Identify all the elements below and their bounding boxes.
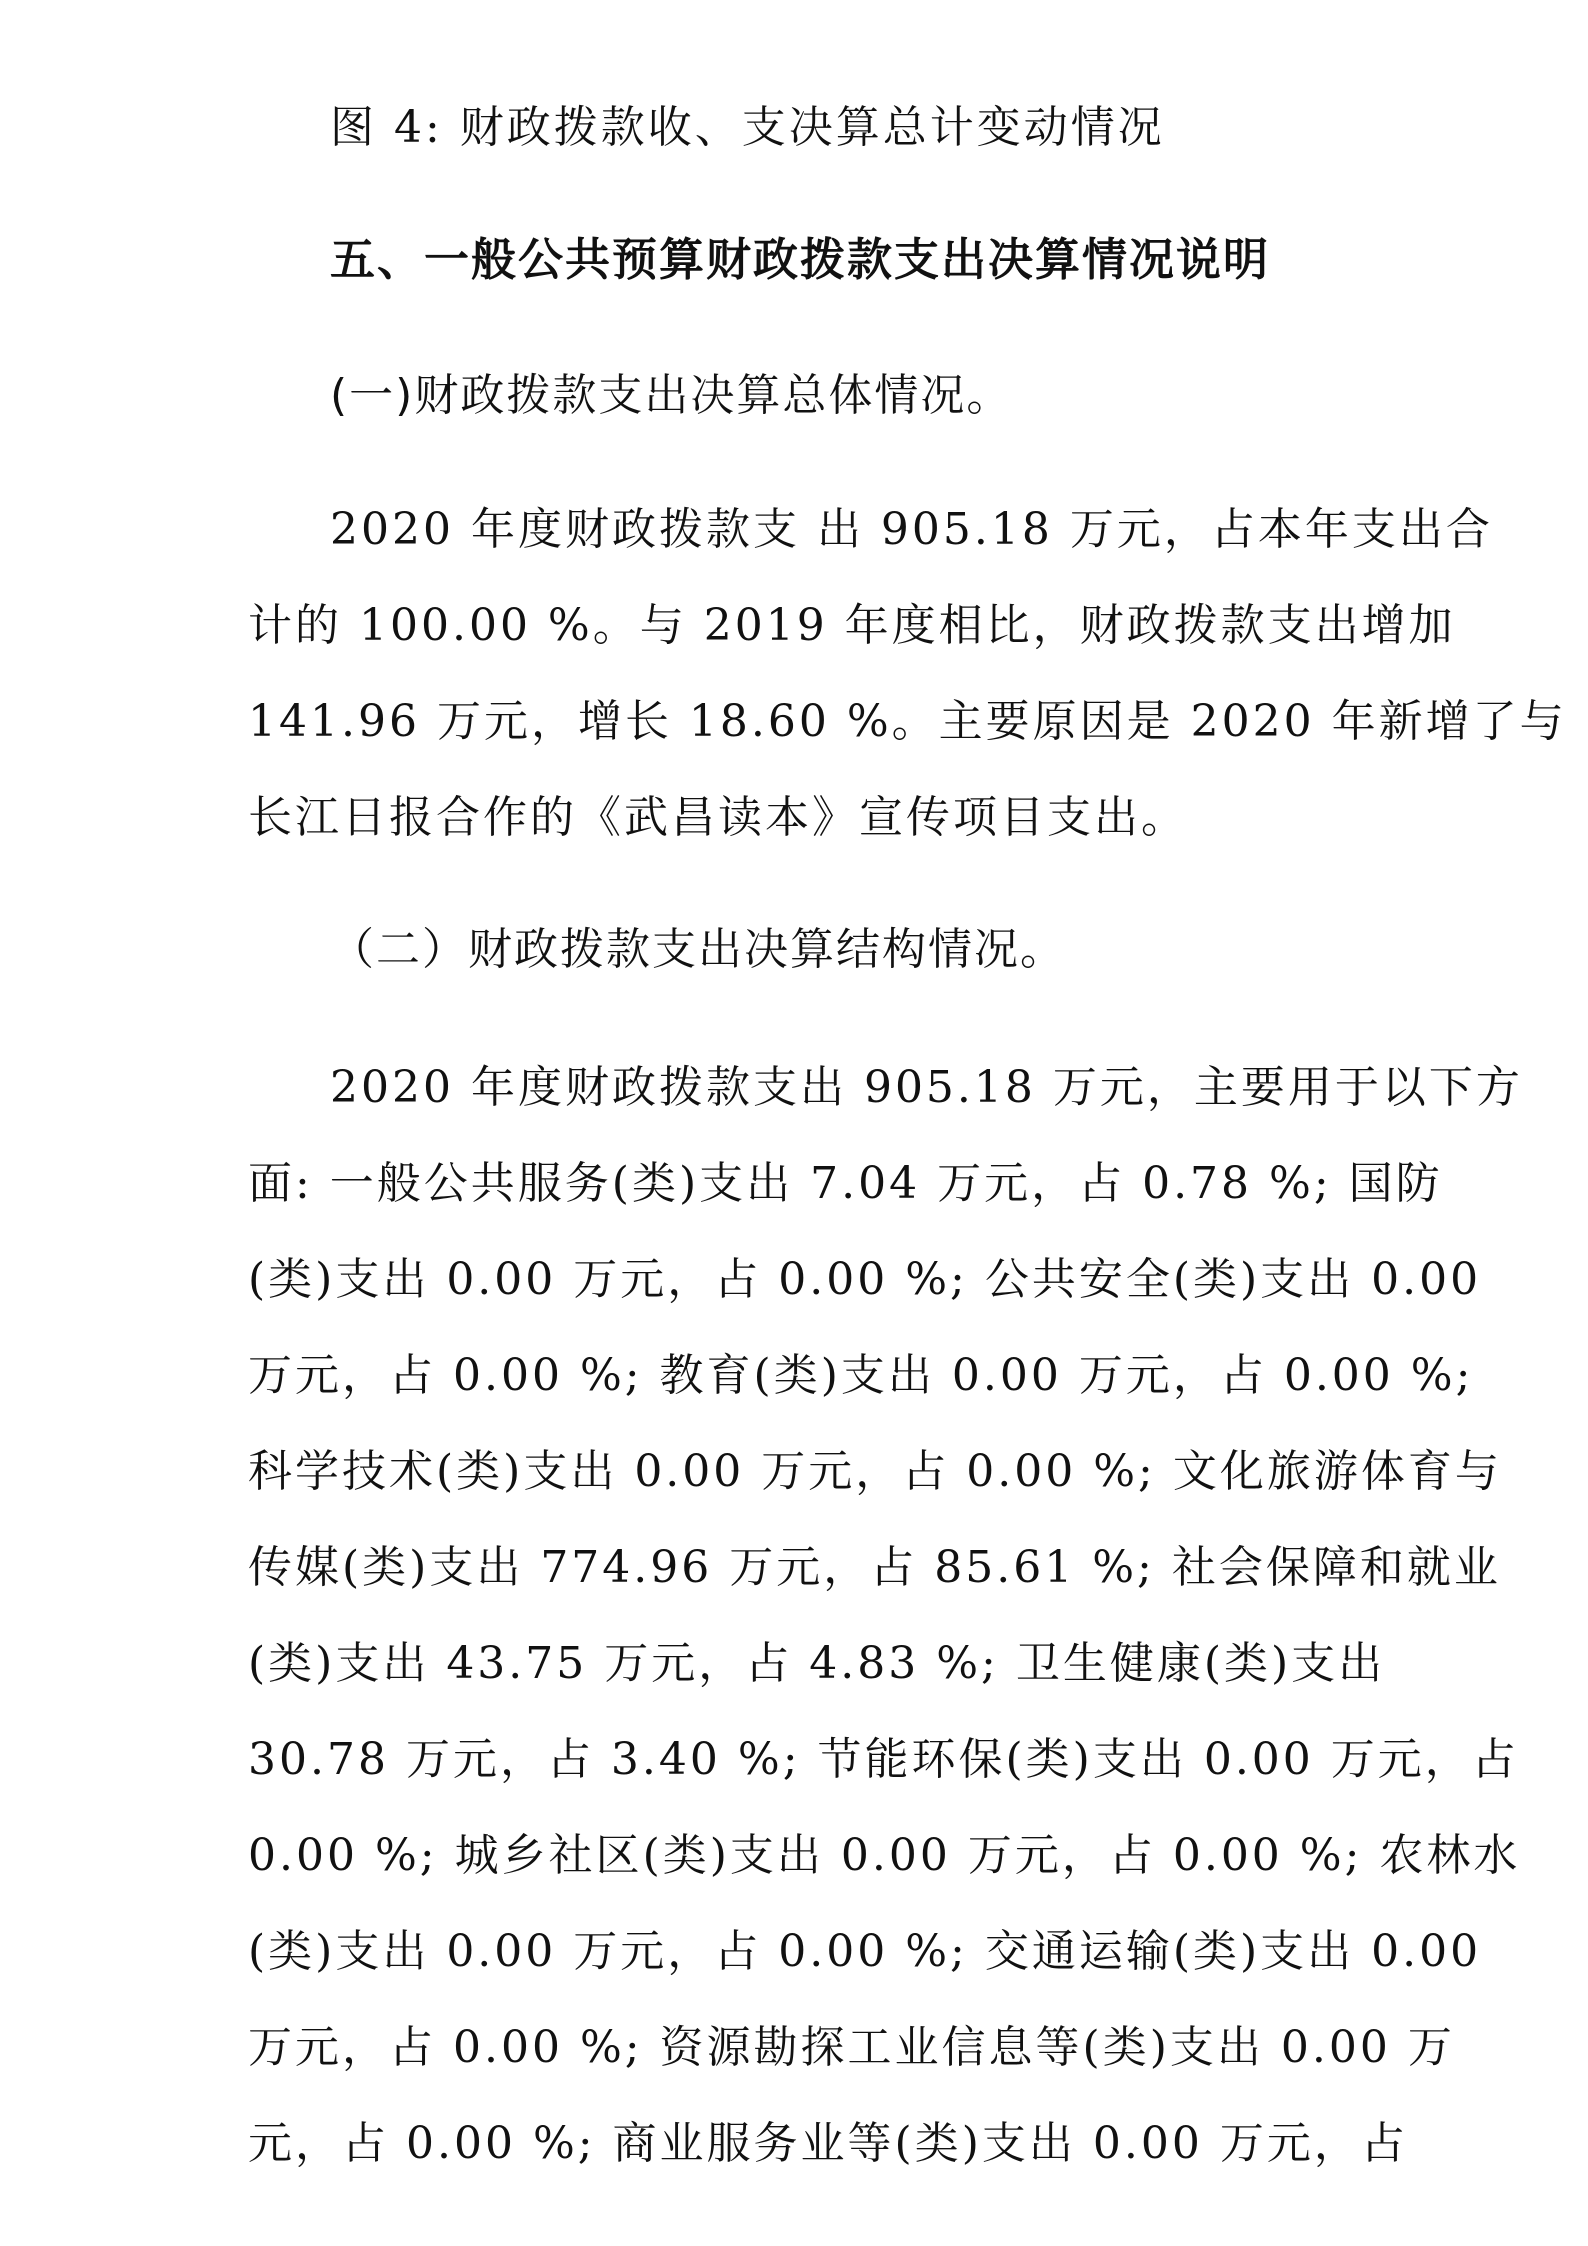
paragraph-1-line-1: 2020 年度财政拨款支 出 905.18 万元，占本年支出合: [330, 504, 1493, 555]
figure-caption: 图 4: 财政拨款收、支决算总计变动情况: [330, 102, 1165, 153]
paragraph-2-line-10: (类)支出 0.00 万元，占 0.00 %; 交通运输(类)支出 0.00: [248, 1926, 1482, 1977]
paragraph-2-line-7: (类)支出 43.75 万元，占 4.83 %; 卫生健康(类)支出: [248, 1638, 1386, 1689]
paragraph-2-line-1: 2020 年度财政拨款支出 905.18 万元，主要用于以下方: [330, 1062, 1523, 1113]
paragraph-1-line-4: 长江日报合作的《武昌读本》宣传项目支出。: [248, 792, 1188, 843]
paragraph-2-line-11: 万元，占 0.00 %; 资源勘探工业信息等(类)支出 0.00 万: [248, 2022, 1455, 2073]
paragraph-2-line-9: 0.00 %; 城乡社区(类)支出 0.00 万元，占 0.00 %; 农林水: [248, 1830, 1521, 1881]
subsection-1-heading: (一)财政拨款支出决算总体情况。: [330, 370, 1013, 421]
paragraph-2-line-5: 科学技术(类)支出 0.00 万元，占 0.00 %; 文化旅游体育与: [248, 1446, 1502, 1497]
subsection-2-heading: （二）财政拨款支出决算结构情况。: [330, 924, 1066, 975]
paragraph-2-line-8: 30.78 万元，占 3.40 %; 节能环保(类)支出 0.00 万元，占: [248, 1734, 1519, 1785]
paragraph-2-line-4: 万元，占 0.00 %; 教育(类)支出 0.00 万元，占 0.00 %;: [248, 1350, 1474, 1401]
paragraph-1-line-2: 计的 100.00 %。与 2019 年度相比，财政拨款支出增加: [248, 600, 1456, 651]
section-heading: 五、一般公共预算财政拨款支出决算情况说明: [330, 233, 1271, 286]
paragraph-2-line-6: 传媒(类)支出 774.96 万元，占 85.61 %; 社会保障和就业: [248, 1542, 1501, 1593]
paragraph-2-line-2: 面: 一般公共服务(类)支出 7.04 万元，占 0.78 %; 国防: [248, 1158, 1443, 1209]
paragraph-2-line-3: (类)支出 0.00 万元，占 0.00 %; 公共安全(类)支出 0.00: [248, 1254, 1482, 1305]
paragraph-1-line-3: 141.96 万元，增长 18.60 %。主要原因是 2020 年新增了与: [248, 696, 1567, 747]
paragraph-2-line-12: 元，占 0.00 %; 商业服务业等(类)支出 0.00 万元，占: [248, 2118, 1408, 2169]
